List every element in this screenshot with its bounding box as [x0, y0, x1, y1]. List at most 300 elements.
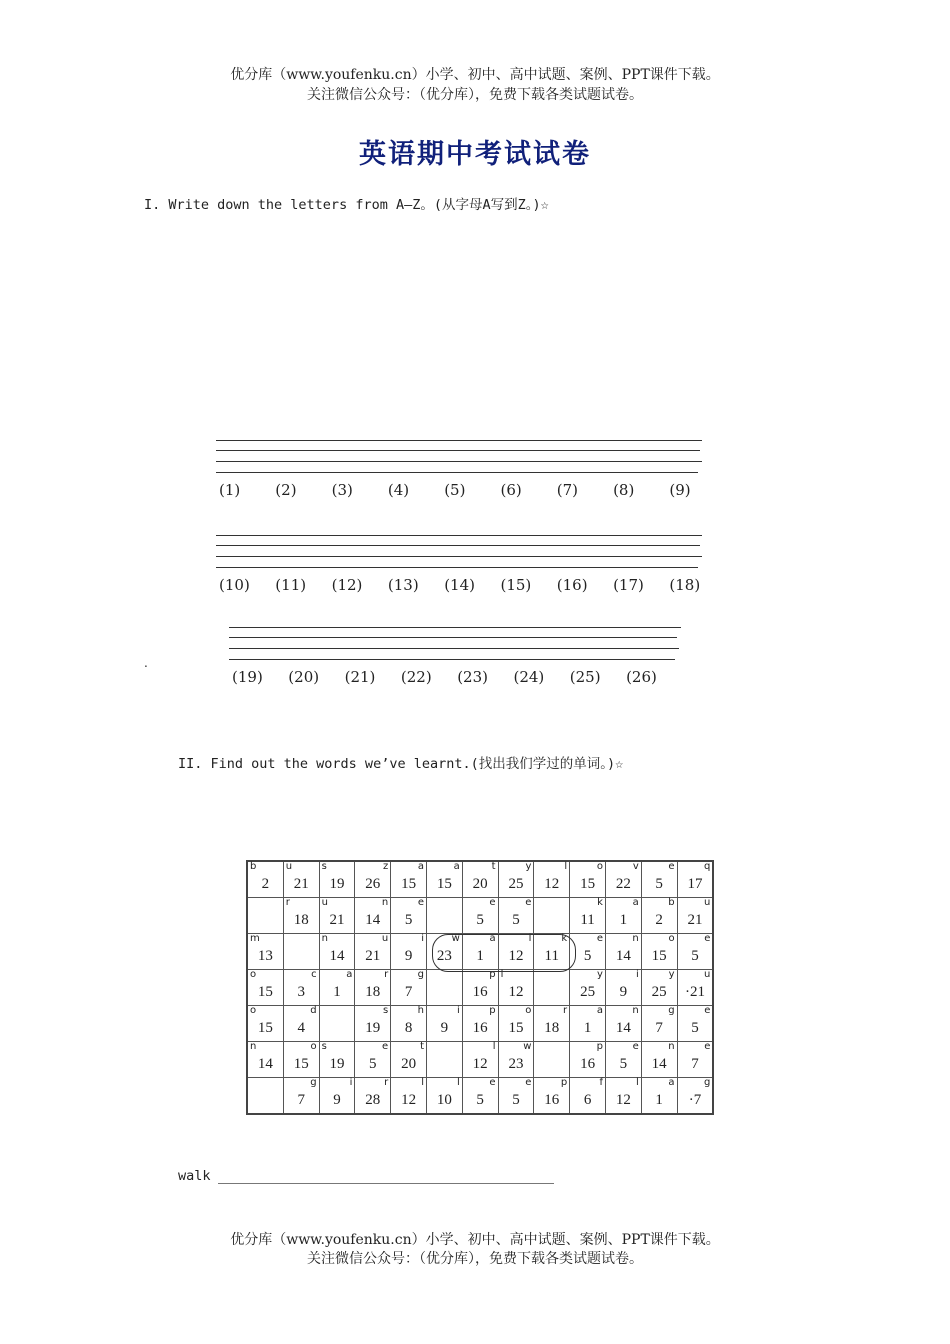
example-word: walk: [178, 1168, 211, 1184]
grid-cell[interactable]: [391, 898, 427, 934]
cell-letter: o: [668, 933, 675, 944]
cell-letter: e: [417, 897, 424, 908]
cell-letter: p: [489, 969, 496, 980]
cell-number: 14: [615, 948, 631, 964]
answer-line[interactable]: [218, 1183, 554, 1184]
cell-letter: i: [421, 933, 424, 944]
grid-cell[interactable]: [355, 934, 391, 970]
grid-cell[interactable]: [355, 970, 391, 1006]
cell-number: 22: [615, 876, 631, 892]
cell-number: 23: [436, 948, 452, 964]
cell-number: 25: [651, 984, 667, 1000]
cell-letter: u: [381, 933, 389, 944]
cell-letter: r: [285, 897, 290, 908]
letter-number-label: (8): [613, 481, 635, 499]
cell-letter: g: [704, 1077, 711, 1088]
cell-letter: u: [704, 969, 711, 980]
cell-letter: k: [561, 933, 568, 944]
grid-cell[interactable]: [247, 1006, 283, 1042]
grid-cell[interactable]: [605, 1078, 641, 1115]
grid-cell[interactable]: [355, 861, 391, 898]
letter-number-label: (19): [232, 668, 263, 686]
grid-cell[interactable]: [283, 970, 319, 1006]
grid-row: [247, 1006, 713, 1042]
grid-cell[interactable]: [319, 1078, 355, 1115]
letter-number-label: (14): [444, 576, 475, 594]
cell-letter: t: [420, 1041, 424, 1052]
letter-number-label: (12): [331, 576, 363, 594]
cell-number: 15: [293, 1056, 309, 1072]
cell-number: ·21: [684, 984, 705, 1000]
letter-number-label: (5): [444, 481, 466, 499]
grid-cell[interactable]: [534, 970, 570, 1006]
letter-number-label: (18): [669, 576, 701, 594]
cell-letter: s: [321, 1041, 327, 1052]
cell-letter: n: [632, 1005, 639, 1016]
grid-cell[interactable]: [605, 861, 641, 898]
grid-cell[interactable]: [605, 970, 641, 1006]
cell-number: 16: [544, 1092, 560, 1108]
cell-number: 5: [512, 912, 520, 928]
cell-number: 1: [655, 1092, 663, 1108]
letter-number-label: (3): [331, 481, 353, 499]
cell-number: 7: [297, 1092, 305, 1108]
cell-letter: r: [384, 969, 389, 980]
grid-cell[interactable]: [677, 970, 713, 1006]
letter-numbers-row-2: [219, 576, 726, 594]
cell-letter: v: [632, 861, 639, 872]
grid-row: [247, 861, 713, 898]
letter-number-label: (15): [500, 576, 532, 594]
grid-cell[interactable]: [319, 898, 355, 934]
grid-cell[interactable]: [498, 898, 534, 934]
cell-number: 15: [580, 876, 596, 892]
letter-number-label: (10): [219, 576, 250, 594]
cell-number: 14: [257, 1056, 273, 1072]
cell-letter: b: [250, 861, 257, 872]
grid-cell[interactable]: [462, 1042, 498, 1078]
cell-letter: g: [668, 1005, 675, 1016]
grid-cell[interactable]: [641, 1078, 677, 1115]
cell-number: 14: [329, 948, 345, 964]
cell-letter: i: [349, 1077, 353, 1088]
cell-letter: g: [310, 1077, 317, 1088]
cell-number: 23: [508, 1056, 524, 1072]
cell-letter: c: [311, 969, 317, 980]
cell-letter: e: [704, 1041, 711, 1052]
grid-cell[interactable]: [641, 1042, 677, 1078]
section2-instruction: II. Find out the words we’ve learnt.(找出我们学过的单词。)☆: [178, 756, 624, 772]
cell-number: 1: [476, 948, 484, 964]
cell-letter: e: [489, 1077, 496, 1088]
cell-letter: a: [632, 897, 639, 908]
letter-number-label: (7): [556, 481, 579, 499]
grid-cell[interactable]: [641, 898, 677, 934]
grid-cell[interactable]: [534, 861, 570, 898]
cell-number: 21: [687, 912, 703, 928]
cell-number: 12: [615, 1092, 631, 1108]
grid-cell[interactable]: [462, 1078, 498, 1115]
cell-number: 7: [655, 1020, 663, 1036]
cell-number: 25: [580, 984, 596, 1000]
grid-cell[interactable]: [677, 1006, 713, 1042]
cell-letter: e: [596, 933, 603, 944]
cell-number: 19: [329, 1056, 345, 1072]
letter-number-label: (24): [513, 668, 545, 686]
cell-letter: e: [704, 1005, 711, 1016]
cell-letter: g: [417, 969, 424, 980]
cell-number: 5: [512, 1092, 520, 1108]
grid-cell[interactable]: [498, 1042, 534, 1078]
cell-number: 8: [404, 1020, 413, 1036]
cell-number: 13: [257, 948, 273, 964]
cell-number: 11: [580, 912, 595, 928]
grid-cell[interactable]: [391, 934, 427, 970]
cell-letter: h: [417, 1005, 424, 1016]
letter-number-label: (16): [556, 576, 588, 594]
cell-number: 7: [404, 984, 413, 1000]
grid-cell[interactable]: [319, 861, 355, 898]
grid-cell[interactable]: [677, 1042, 713, 1078]
letter-numbers-row-1: [219, 481, 726, 499]
cell-number: 12: [472, 1056, 488, 1072]
page-title: 英语期中考试试卷: [359, 139, 591, 170]
cell-letter: n: [668, 1041, 675, 1052]
cell-letter: s: [382, 1005, 389, 1016]
cell-letter: l: [492, 1041, 496, 1052]
cell-letter: e: [704, 933, 711, 944]
cell-number: 21: [293, 876, 309, 892]
cell-letter: a: [453, 861, 460, 872]
cell-letter: o: [250, 969, 257, 980]
cell-number: 6: [583, 1092, 592, 1108]
grid-cell[interactable]: [641, 861, 677, 898]
grid-cell[interactable]: [677, 898, 713, 934]
letter-number-label: (4): [387, 481, 410, 499]
grid-cell[interactable]: [391, 1042, 427, 1078]
grid-cell[interactable]: [641, 1006, 677, 1042]
cell-number: 21: [329, 912, 345, 928]
cell-number: 20: [401, 1056, 417, 1072]
letter-number-label: (1): [219, 481, 241, 499]
cell-number: 16: [472, 984, 488, 1000]
grid-cell[interactable]: [355, 1006, 391, 1042]
cell-letter: o: [310, 1041, 317, 1052]
cell-number: 2: [655, 912, 663, 928]
cell-letter: p: [596, 1041, 603, 1052]
cell-letter: o: [596, 861, 603, 872]
grid-cell[interactable]: [391, 1078, 427, 1115]
grid-cell[interactable]: [319, 970, 355, 1006]
cell-letter: s: [321, 861, 327, 872]
cell-number: 15: [508, 1020, 524, 1036]
grid-cell[interactable]: [247, 1078, 283, 1115]
cell-number: 5: [619, 1056, 628, 1072]
grid-cell[interactable]: [247, 898, 283, 934]
cell-letter: e: [525, 1077, 532, 1088]
cell-letter: l: [457, 1077, 460, 1088]
cell-letter: m: [250, 933, 260, 944]
cell-number: 14: [365, 912, 381, 928]
cell-number: 26: [365, 876, 381, 892]
cell-letter: l: [500, 969, 504, 980]
header-line-2: 关注微信公众号：（优分库），免费下载各类试题试卷。: [307, 87, 643, 103]
cell-number: 18: [365, 984, 381, 1000]
cell-number: 5: [691, 948, 699, 964]
cell-letter: l: [564, 861, 568, 872]
cell-number: 12: [401, 1092, 417, 1108]
cell-number: 20: [472, 876, 488, 892]
cell-letter: e: [632, 1041, 639, 1052]
cell-letter: t: [491, 861, 496, 872]
grid-cell[interactable]: [319, 934, 355, 970]
letter-number-label: (25): [569, 668, 601, 686]
header-line-1: 优分库（www.youfenku.cn）小学、初中、高中试题、案例、PPT课件下载。: [230, 67, 720, 83]
grid-cell[interactable]: [319, 1042, 355, 1078]
cell-letter: n: [632, 933, 639, 944]
cell-number: 9: [333, 1092, 341, 1108]
cell-letter: p: [489, 1005, 496, 1016]
grid-cell[interactable]: [641, 970, 677, 1006]
grid-cell[interactable]: [641, 934, 677, 970]
grid-cell[interactable]: [498, 1006, 534, 1042]
cell-letter: y: [525, 861, 532, 872]
cell-letter: w: [523, 1041, 532, 1052]
cell-letter: u: [321, 897, 328, 908]
letter-number-label: (22): [400, 668, 432, 686]
cell-letter: e: [525, 897, 532, 908]
letter-number-label: (21): [344, 668, 376, 686]
cell-number: 25: [508, 876, 524, 892]
letter-number-label: (2): [275, 481, 297, 499]
cell-letter: o: [525, 1005, 532, 1016]
grid-row: [247, 898, 713, 934]
grid-cell[interactable]: [462, 861, 498, 898]
cell-letter: e: [668, 861, 675, 872]
grid-cell[interactable]: [426, 861, 462, 898]
cell-letter: e: [382, 1041, 389, 1052]
letter-number-label: (20): [288, 668, 320, 686]
grid-row: [247, 934, 713, 970]
cell-number: 15: [651, 948, 667, 964]
grid-cell[interactable]: [462, 1006, 498, 1042]
grid-cell[interactable]: [283, 1006, 319, 1042]
grid-cell[interactable]: [534, 1042, 570, 1078]
grid-cell[interactable]: [426, 898, 462, 934]
cell-number: 14: [615, 1020, 631, 1036]
cell-number: 19: [365, 1020, 381, 1036]
cell-number: 5: [369, 1056, 377, 1072]
cell-letter: l: [528, 933, 532, 944]
stray-dot: .: [144, 656, 148, 670]
grid-cell[interactable]: [426, 1042, 462, 1078]
cell-number: 12: [508, 984, 524, 1000]
grid-cell[interactable]: [283, 1042, 319, 1078]
grid-row: [247, 970, 713, 1006]
cell-number: 5: [404, 912, 413, 928]
cell-number: 14: [651, 1056, 667, 1072]
grid-cell[interactable]: [570, 1006, 606, 1042]
cell-number: 12: [508, 948, 524, 964]
grid-cell[interactable]: [498, 1078, 534, 1115]
grid-cell[interactable]: [677, 861, 713, 898]
cell-number: 3: [297, 984, 305, 1000]
cell-letter: p: [560, 1077, 568, 1088]
letter-number-label: (11): [275, 576, 307, 594]
grid-cell[interactable]: [391, 970, 427, 1006]
cell-number: 15: [257, 1020, 273, 1036]
cell-letter: w: [451, 933, 460, 944]
cell-letter: z: [382, 861, 389, 872]
grid-cell[interactable]: [462, 970, 498, 1006]
cell-number: 15: [257, 984, 273, 1000]
cell-letter: a: [489, 933, 496, 944]
grid-cell[interactable]: [498, 861, 534, 898]
cell-letter: n: [250, 1041, 257, 1052]
cell-letter: l: [635, 1077, 639, 1088]
grid-cell[interactable]: [426, 970, 462, 1006]
cell-number: 21: [365, 948, 381, 964]
cell-number: 16: [472, 1020, 488, 1036]
cell-number: 16: [580, 1056, 596, 1072]
grid-cell[interactable]: [319, 1006, 355, 1042]
cell-number: 19: [329, 876, 345, 892]
grid-cell[interactable]: [498, 970, 534, 1006]
cell-number: 1: [583, 1020, 592, 1036]
letter-number-label: (17): [613, 576, 644, 594]
cell-letter: e: [489, 897, 496, 908]
cell-number: 18: [544, 1020, 560, 1036]
letter-number-label: (23): [457, 668, 488, 686]
cell-letter: a: [346, 969, 353, 980]
cell-number: 15: [401, 876, 417, 892]
grid-cell[interactable]: [605, 1042, 641, 1078]
grid-cell[interactable]: [426, 1006, 462, 1042]
letter-number-label: (13): [387, 576, 419, 594]
cell-letter: k: [597, 897, 603, 908]
cell-letter: n: [321, 933, 328, 944]
footer-line-2: 关注微信公众号：（优分库），免费下载各类试题试卷。: [307, 1251, 643, 1267]
grid-cell[interactable]: [391, 1006, 427, 1042]
cell-number: 5: [583, 948, 592, 964]
cell-number: 1: [619, 912, 628, 928]
letter-number-label: (9): [669, 481, 691, 499]
grid-cell[interactable]: [247, 934, 283, 970]
grid-cell[interactable]: [605, 934, 641, 970]
grid-cell[interactable]: [462, 934, 498, 970]
grid-cell[interactable]: [677, 1078, 713, 1115]
grid-cell[interactable]: [462, 898, 498, 934]
grid-cell[interactable]: [355, 1042, 391, 1078]
cell-letter: y: [668, 969, 675, 980]
cell-number: ·7: [688, 1092, 702, 1108]
grid-cell[interactable]: [355, 1078, 391, 1115]
cell-number: 9: [404, 948, 413, 964]
grid-row: [247, 1042, 713, 1078]
cell-number: 10: [436, 1092, 452, 1108]
grid-cell[interactable]: [426, 1078, 462, 1115]
grid-cell[interactable]: [570, 970, 606, 1006]
letter-number-label: (6): [500, 481, 522, 499]
word-search-grid: [246, 860, 714, 1115]
grid-cell[interactable]: [534, 934, 570, 970]
cell-number: 2: [261, 876, 270, 892]
grid-cell[interactable]: [570, 861, 606, 898]
grid-cell[interactable]: [534, 1078, 570, 1115]
letter-numbers-row-3: [232, 668, 682, 686]
cell-letter: a: [668, 1077, 675, 1088]
cell-number: 5: [691, 1020, 699, 1036]
cell-number: 11: [544, 948, 559, 964]
cell-number: 7: [691, 1056, 699, 1072]
cell-number: 1: [333, 984, 341, 1000]
grid-cell[interactable]: [570, 1042, 606, 1078]
cell-letter: f: [599, 1077, 603, 1088]
cell-number: 28: [365, 1092, 381, 1108]
grid-cell[interactable]: [355, 898, 391, 934]
cell-number: 9: [619, 984, 628, 1000]
cell-letter: q: [704, 861, 711, 872]
grid-cell[interactable]: [426, 934, 462, 970]
grid-cell[interactable]: [247, 861, 283, 898]
cell-letter: o: [250, 1005, 257, 1016]
grid-cell[interactable]: [391, 861, 427, 898]
grid-cell[interactable]: [570, 1078, 606, 1115]
cell-number: 17: [687, 876, 703, 892]
cell-letter: u: [285, 861, 293, 872]
letter-number-label: (26): [626, 668, 657, 686]
grid-row: [247, 1078, 713, 1115]
grid-cell[interactable]: [283, 1078, 319, 1115]
cell-letter: d: [310, 1005, 317, 1016]
footer-line-1: 优分库（www.youfenku.cn）小学、初中、高中试题、案例、PPT课件下载。: [230, 1232, 720, 1248]
cell-number: 5: [476, 1092, 484, 1108]
cell-number: 12: [544, 876, 560, 892]
grid-cell[interactable]: [570, 898, 606, 934]
cell-letter: r: [384, 1077, 389, 1088]
cell-number: 5: [476, 912, 484, 928]
cell-letter: r: [563, 1005, 568, 1016]
grid-cell[interactable]: [283, 934, 319, 970]
cell-letter: a: [596, 1005, 603, 1016]
grid-cell[interactable]: [283, 898, 319, 934]
grid-cell[interactable]: [534, 898, 570, 934]
cell-letter: u: [704, 897, 711, 908]
cell-number: 4: [297, 1020, 305, 1036]
grid-cell[interactable]: [677, 934, 713, 970]
grid-cell[interactable]: [605, 898, 641, 934]
grid-cell[interactable]: [247, 970, 283, 1006]
section1-instruction: I. Write down the letters from A—Z。(从字母A写到Z。)☆: [144, 197, 549, 213]
grid-cell[interactable]: [283, 861, 319, 898]
grid-cell[interactable]: [605, 1006, 641, 1042]
cell-letter: n: [381, 897, 389, 908]
cell-letter: y: [597, 969, 603, 980]
cell-number: 15: [436, 876, 452, 892]
grid-cell[interactable]: [247, 1042, 283, 1078]
cell-letter: b: [668, 897, 675, 908]
cell-number: 5: [655, 876, 663, 892]
grid-cell[interactable]: [534, 1006, 570, 1042]
grid-cell[interactable]: [570, 934, 606, 970]
cell-number: 9: [440, 1020, 449, 1036]
cell-letter: a: [417, 861, 424, 872]
cell-letter: i: [457, 1005, 460, 1016]
grid-cell[interactable]: [498, 934, 534, 970]
cell-letter: i: [635, 969, 639, 980]
cell-number: 18: [293, 912, 309, 928]
cell-letter: l: [421, 1077, 424, 1088]
